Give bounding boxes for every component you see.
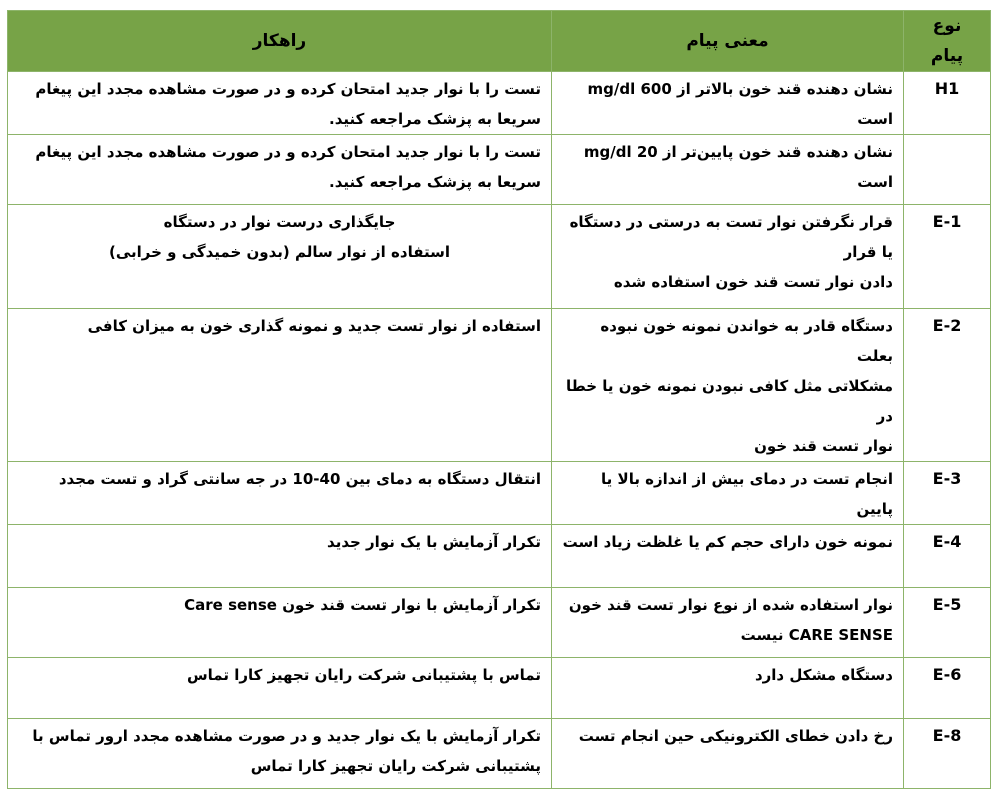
cell-meaning bbox=[552, 525, 904, 588]
meaning-line: نمونه خون دارای حجم کم یا غلظت زیاد است bbox=[562, 533, 893, 551]
table-row bbox=[8, 658, 991, 719]
cell-code: H1 bbox=[904, 72, 991, 135]
header-solution: راهکار bbox=[8, 11, 552, 72]
table-row bbox=[8, 525, 991, 588]
meaning-line: نشان دهنده قند خون پایین‌تر از 20 mg/dl است bbox=[583, 143, 893, 191]
cell-code: E-8 bbox=[904, 719, 991, 789]
table-row bbox=[8, 205, 991, 309]
solution-line: تماس با پشتیبانی شرکت رایان تجهیز کارا تماس bbox=[186, 666, 541, 684]
solution-line: تکرار آزمایش با یک نوار جدید bbox=[327, 533, 541, 551]
cell-code: E-5 bbox=[904, 588, 991, 658]
cell-solution bbox=[8, 588, 552, 658]
solution-line: پشتیبانی شرکت رایان تجهیز کارا تماس bbox=[250, 757, 541, 775]
meaning-line: دستگاه قادر به خواندن نمونه خون نبوده بعلت bbox=[600, 317, 893, 365]
table-row bbox=[8, 588, 991, 658]
cell-solution bbox=[8, 525, 552, 588]
cell-solution bbox=[8, 658, 552, 719]
meaning-line: دستگاه مشکل دارد bbox=[754, 666, 893, 684]
error-code-table-container bbox=[8, 10, 991, 789]
solution-line: جایگذاری درست نوار در دستگاه bbox=[163, 213, 396, 231]
cell-solution bbox=[8, 135, 552, 205]
cell-meaning bbox=[552, 658, 904, 719]
table-row bbox=[8, 719, 991, 789]
solution-line: سریعا به پزشک مراجعه کنید. bbox=[329, 173, 541, 191]
table-header-row bbox=[8, 11, 991, 72]
table-row bbox=[8, 135, 991, 205]
cell-code: E-3 bbox=[904, 462, 991, 525]
meaning-line: نشان دهنده قند خون بالاتر از 600 mg/dl است bbox=[587, 80, 893, 128]
solution-line: سریعا به پزشک مراجعه کنید. bbox=[329, 110, 541, 128]
cell-code bbox=[904, 135, 991, 205]
cell-meaning bbox=[552, 309, 904, 462]
solution-line: تست را با نوار جدید امتحان کرده و در صورت مشاهده مجدد این پیغام bbox=[35, 143, 541, 161]
cell-solution bbox=[8, 72, 552, 135]
cell-code: E-1 bbox=[904, 205, 991, 309]
meaning-line: نوار استفاده شده از نوع نوار تست قند خون bbox=[568, 596, 893, 614]
table-row bbox=[8, 72, 991, 135]
meaning-line: رخ دادن خطای الکترونیکی حین انجام تست bbox=[578, 727, 893, 745]
table-row bbox=[8, 309, 991, 462]
meaning-line: نوار تست قند خون bbox=[754, 437, 893, 455]
cell-code: E-4 bbox=[904, 525, 991, 588]
meaning-line: CARE SENSE نیست bbox=[740, 626, 893, 644]
solution-line: انتقال دستگاه به دمای بین 40-10 در جه سانتی گراد و تست مجدد bbox=[58, 470, 541, 488]
cell-code: E-6 bbox=[904, 658, 991, 719]
cell-meaning bbox=[552, 135, 904, 205]
solution-line: تکرار آزمایش با نوار تست قند خون Care sense bbox=[184, 596, 541, 614]
meaning-line: انجام تست در دمای بیش از اندازه بالا یا پایین bbox=[601, 470, 893, 518]
meaning-line: مشکلاتی مثل کافی نبودن نمونه خون یا خطا در bbox=[566, 377, 893, 425]
cell-meaning bbox=[552, 719, 904, 789]
header-meaning: معنی پیام bbox=[552, 11, 904, 72]
table-row bbox=[8, 462, 991, 525]
cell-meaning bbox=[552, 72, 904, 135]
cell-solution bbox=[8, 309, 552, 462]
meaning-line: قرار نگرفتن نوار تست به درستی در دستگاه یا قرار bbox=[569, 213, 893, 261]
cell-meaning bbox=[552, 205, 904, 309]
solution-line: استفاده از نوار تست جدید و نمونه گذاری خون به میزان کافی bbox=[87, 317, 541, 335]
solution-line: استفاده از نوار سالم (بدون خمیدگی و خرابی) bbox=[108, 243, 451, 261]
cell-meaning bbox=[552, 588, 904, 658]
cell-solution bbox=[8, 719, 552, 789]
cell-code: E-2 bbox=[904, 309, 991, 462]
cell-solution bbox=[8, 205, 552, 309]
cell-meaning bbox=[552, 462, 904, 525]
solution-line: تکرار آزمایش با یک نوار جدید و در صورت مشاهده مجدد ارور تماس با bbox=[32, 727, 541, 745]
header-code: نوع پیام bbox=[904, 11, 991, 72]
error-code-table bbox=[7, 10, 991, 789]
cell-solution bbox=[8, 462, 552, 525]
solution-line: تست را با نوار جدید امتحان کرده و در صورت مشاهده مجدد این پیغام bbox=[35, 80, 541, 98]
meaning-line: دادن نوار تست قند خون استفاده شده bbox=[613, 273, 893, 291]
